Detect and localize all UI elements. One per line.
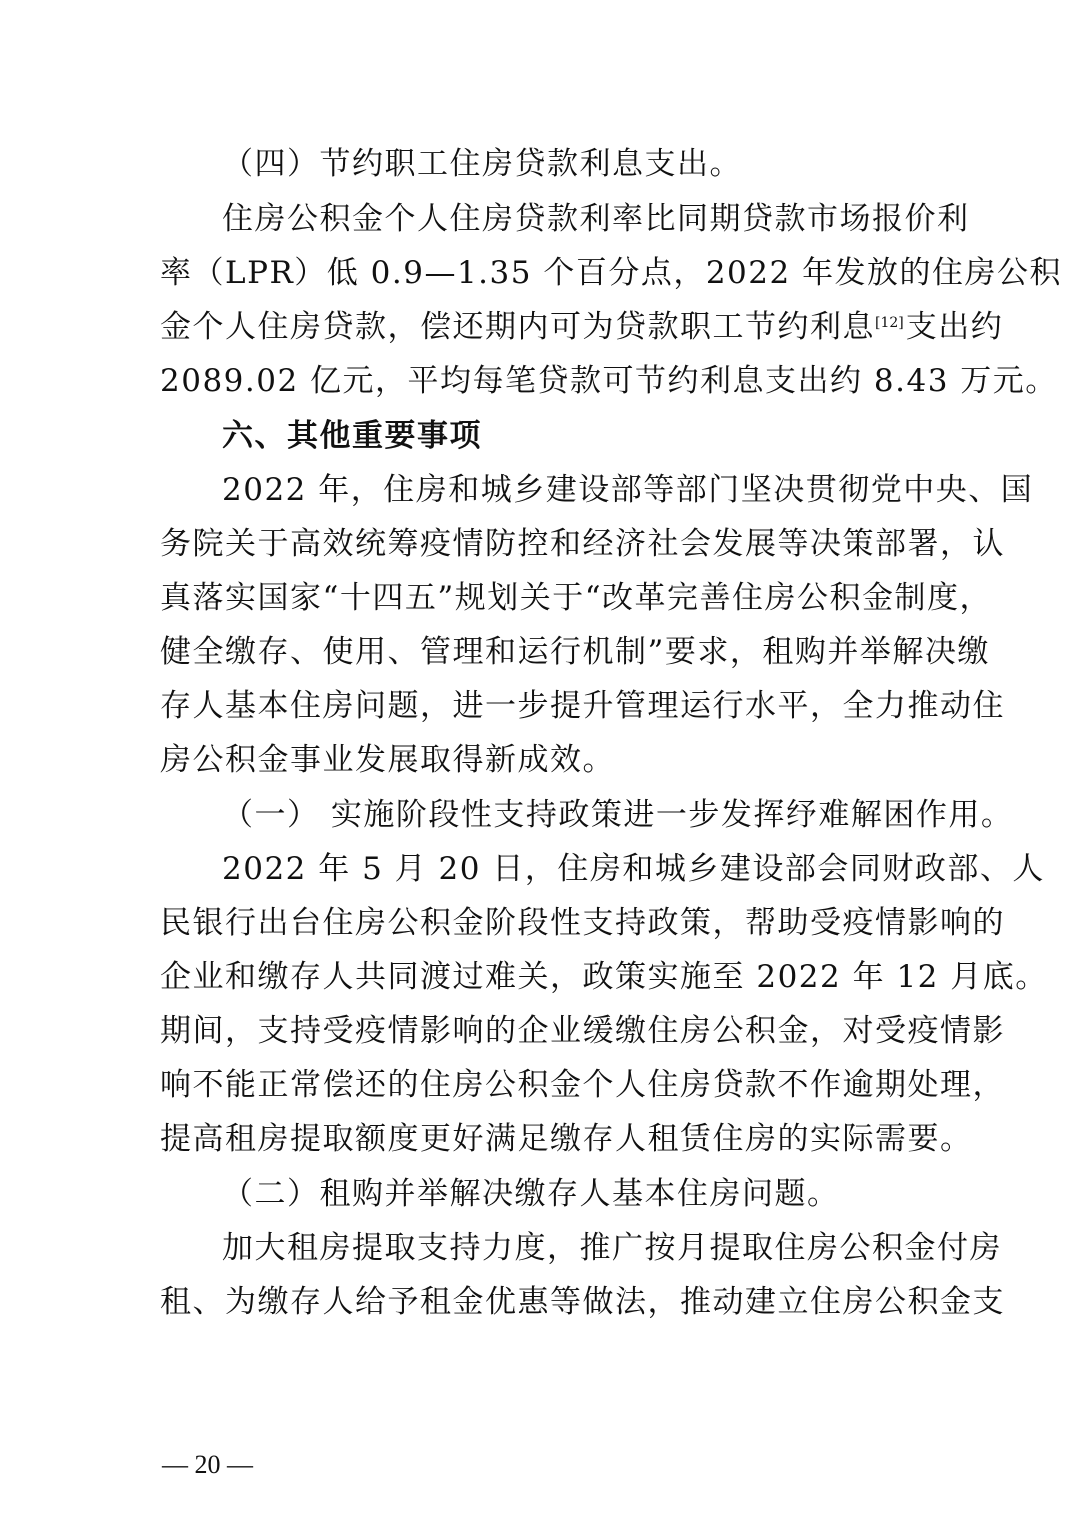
paragraph-line: 住房公积金个人住房贷款利率比同期贷款市场报价利	[222, 201, 970, 237]
paragraph-line: 2022 年，住房和城乡建设部等部门坚决贯彻党中央、国	[222, 472, 1034, 508]
paragraph-line: 真落实国家“十四五”规划关于“改革完善住房公积金制度，	[160, 580, 993, 616]
paragraph-line: 企业和缴存人共同渡过难关，政策实施至 2022 年 12 月底。	[160, 959, 1048, 995]
subsection-1-heading: （一） 实施阶段性支持政策进一步发挥纾难解困作用。	[222, 797, 1014, 833]
paragraph-text: 金个人住房贷款，偿还期内可为贷款职工节约利息	[160, 309, 875, 345]
paragraph-line: 存人基本住房问题，进一步提升管理运行水平，全力推动住	[160, 688, 1005, 724]
section-6-heading: 六、其他重要事项	[222, 418, 482, 454]
paragraph-text: 支出约	[905, 309, 1004, 345]
paragraph-line: 租、为缴存人给予租金优惠等做法，推动建立住房公积金支	[160, 1284, 1005, 1320]
paragraph-line: 房公积金事业发展取得新成效。	[160, 742, 615, 778]
page-number: — 20 —	[162, 1450, 253, 1479]
paragraph-line: 健全缴存、使用、管理和运行机制”要求，租购并举解决缴	[160, 634, 990, 670]
section-4-heading: （四）节约职工住房贷款利息支出。	[222, 146, 742, 182]
paragraph-line-with-footnote	[160, 307, 1003, 347]
footnote-reference: [12]	[875, 315, 904, 331]
paragraph-line: 率（LPR）低 0.9—1.35 个百分点，2022 年发放的住房公积	[160, 255, 1063, 291]
paragraph-line: 民银行出台住房公积金阶段性支持政策，帮助受疫情影响的	[160, 905, 1005, 941]
subsection-2-heading: （二）租购并举解决缴存人基本住房问题。	[222, 1176, 840, 1212]
paragraph-line: 响不能正常偿还的住房公积金个人住房贷款不作逾期处理，	[160, 1067, 1005, 1103]
paragraph-line: 2089.02 亿元，平均每笔贷款可节约利息支出约 8.43 万元。	[160, 363, 1058, 399]
paragraph-line: 加大租房提取支持力度，推广按月提取住房公积金付房	[222, 1230, 1002, 1266]
paragraph-line: 期间，支持受疫情影响的企业缓缴住房公积金，对受疫情影	[160, 1013, 1005, 1049]
paragraph-line: 务院关于高效统筹疫情防控和经济社会发展等决策部署，认	[160, 526, 1005, 562]
paragraph-line: 提高租房提取额度更好满足缴存人租赁住房的实际需要。	[160, 1121, 973, 1157]
paragraph-line: 2022 年 5 月 20 日，住房和城乡建设部会同财政部、人	[222, 851, 1045, 887]
